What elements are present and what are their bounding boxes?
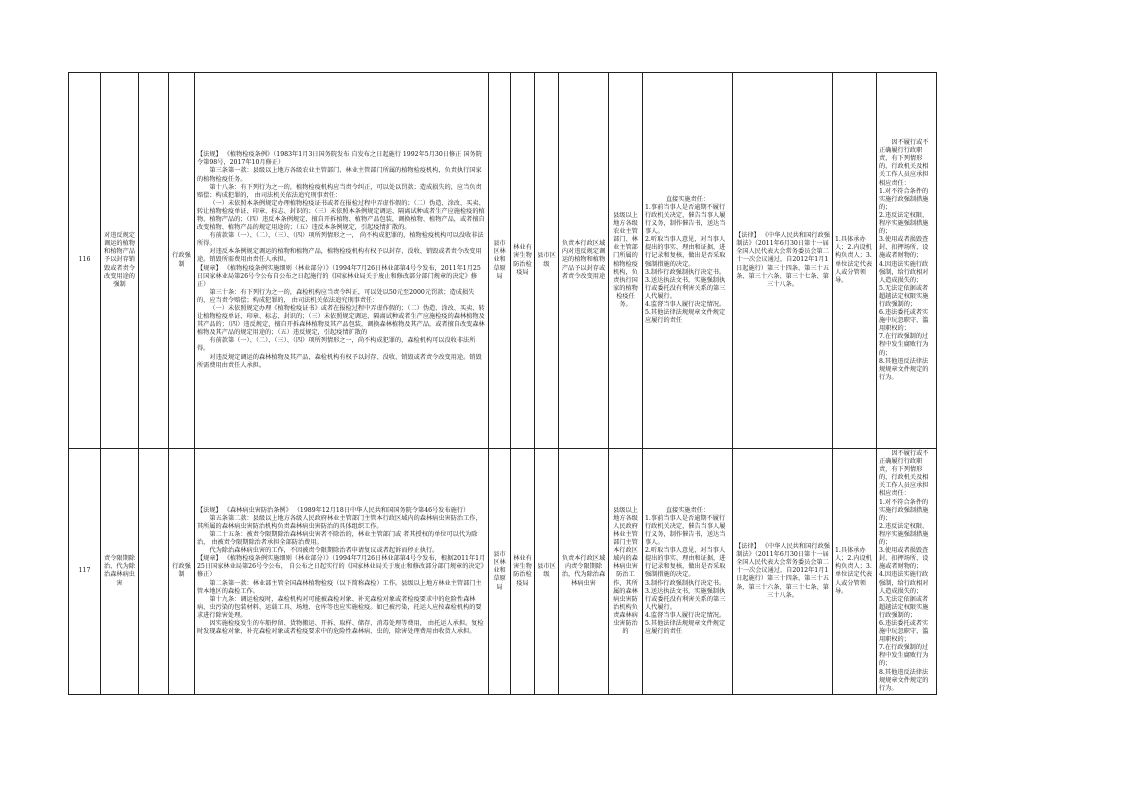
- duty-legal-basis: 【法律】 《中华人民共和国行政强制法》（2011年6月30日第十一届全国人民代表大会常务委员会第二十一次会议通过，自2012年1月1日起施行）第三十四条、第三十五条、第三十六条、第三十七条、第三十八条。: [733, 449, 833, 695]
- implementing-agency: 县市区林业和草原局: [489, 449, 511, 695]
- penalty-line: 7.在行政强制的过程中发生腐败行为的；: [879, 644, 929, 668]
- item-sub-name: [139, 449, 169, 695]
- item-number: 116: [69, 73, 101, 449]
- penalty-line: 8.其他违反法律法规规章文件规定的行为。: [879, 668, 929, 692]
- responsibility-stages: [643, 449, 733, 695]
- accountability-conditions: [877, 73, 937, 449]
- internal-department: 林业有害生物防治检疫局: [511, 73, 535, 449]
- stages-line: 直接实施责任：: [665, 506, 710, 514]
- accountable-persons: 1.具体承办人；2.内设机构负责人；3.单位法定代表人或分管领导。: [833, 73, 877, 449]
- basis-line: 第三十条：有下列行为之一的，森检机构应当责令纠正，可以处以50元至2000元罚款；造成损失的，应当责令赔偿；构成犯罪的， 由司法机关依法追究刑事责任：: [197, 288, 475, 304]
- basis-line: （一）未依照规定办理《植物检疫证书》或者在报检过程中弄虚作假的；（二）伪造、涂改、买卖、转让植物检疫单证、印章、标志、封识的；（三）未依照规定调运、隔离试种或者生产应施检疫的森林植物及其产品的；（四）违反规定，擅自开拆森林植物及其产品包装，调换森林植物及其产品，或者擅自改变森林植物及其产品的规定用途的；（五）违反规定，引起疫情扩散的: [197, 305, 485, 337]
- legal-basis: [195, 73, 489, 449]
- basis-line: 【规章】 《植物检疫条例实施细则（林业部分）》（1994年7月26日林业部第4号令发布，2011年1月25日国家林业局第26号令公布自公布之日起施行的《国家林业局关于废止和修改部分部门规章的决定》修正）: [197, 264, 481, 288]
- table-row: [69, 449, 937, 695]
- penalty-line: 7.在行政强制的过程中发生腐败行为的；: [879, 333, 929, 357]
- penalty-line: 5.无法定依据或者超越法定权限实施行政强制的；: [879, 595, 929, 619]
- basis-line: 对违反本条例规定调运的植物和植物产品，植物检疫机构有权予以封存、没收、销毁或者责令改变用途。销毁所需费用由责任人承担。: [197, 248, 482, 264]
- stages-line: 2.听取当事人意见，对当事人提出的事实、理由和证据，进行记录和复核，做出是否采取强制措施的决定。: [645, 236, 726, 268]
- basis-line: 有前款第（一）、（二）、（三）、（四）项所列情形之一， 尚不构成犯罪的，植物检疫机构可以没收非法所得。: [197, 232, 484, 248]
- scope-of-responsibility: 负责本行政区域内对违反规定调运的植物和植物产品予以封存或者责令改变用途: [559, 73, 609, 449]
- penalty-line: 8.其他违反法律法规规章文件规定的行为。: [879, 357, 929, 381]
- penalty-line: 3.使用或者损毁查封、扣押场所、设施或者财物的；: [879, 547, 929, 571]
- basis-line: 【规章】 《植物检疫条例实施细则（林业部分）》（1994年7月26日林业部第4号令发布，根据2011年1月25日国家林业局第26号令公布， 自公布之日起实行的《国家林业局关于废止和修改部分部门规章的决定》修正）: [197, 555, 486, 579]
- stages-line: 2.听取当事人意见，对当事人提出的事实、理由和证据，进行记录和复核，做出是否采取强制措施的决定。: [645, 547, 726, 579]
- basis-line: 【法规】 《植物检疫条例》（1983年1月3日国务院发布 自发布之日起施行 1992年5月30日修正 国务院令第98号，2017年10月修正）: [197, 151, 482, 167]
- item-name: 对违反规定调运的植物和植物产品予以封存销毁或者责令改变用途的强制: [101, 73, 139, 449]
- penalty-line: 6.违法委托或者实施中玩忽职守、滥用职权的；: [879, 619, 929, 644]
- penalty-line: 因不履行或不正确履行行政职责，有下列情形的，行政机关及相关工作人员应承担相应责任：: [879, 450, 929, 498]
- stages-line: 3.制作行政强制执行决定书。: [645, 579, 726, 587]
- basis-line: 对违反规定调运的森林植物及其产品，森检机构有权予以封存、没收、销毁或者责令改变用途。销毁所需费用由责任人承担。: [197, 353, 482, 369]
- legal-basis: [195, 449, 489, 695]
- stages-line: 5.其他法律法规规章文件规定应履行的责任: [645, 309, 726, 325]
- stages-line: 3.制作行政强制执行决定书。: [645, 268, 726, 276]
- item-category: 行政强制: [169, 73, 195, 449]
- basis-line: 第五条第二款：县级以上地方各级人民政府林业主管部门主管本行政区域内的森林病虫害防治工作，其所属的森林病虫害防治机构负责森林病虫害防治的具体组织工作。: [197, 514, 482, 530]
- stages-line: 4.监督当事人履行决定情况。: [645, 300, 726, 308]
- penalty-line: 1.对不符合条件的实施行政强制措施的；: [879, 498, 929, 522]
- entity-duty: 县级以上地方各级农业主管部门、林业主管部门所属的植物检疫机构，负责执行国家的植物检疫任务。: [609, 73, 643, 449]
- responsibility-stages: [643, 73, 733, 449]
- basis-line: 第二十五条：被责令限期除治森林病虫害者不除治的，林业主管部门或 者其授权的单位可以代为除治， 由被责令限期除治者承担全部防治费用。: [197, 530, 478, 547]
- stages-line: 1.事前当事人是否逾期不履行行政机关决定，催告当事人履行义务，制作催告书，送达当事人。: [645, 514, 726, 547]
- penalty-line: 2.违反法定权限、程序实施强制措施的；: [879, 522, 929, 547]
- basis-line: 第二条第一款：林业部主管全国森林植物检疫（以下简称森检）工作。县级以上地方林业主管部门主管本地区的森检工作。: [197, 579, 482, 595]
- entity-duty: 县级以上地方各级人民政府林业主管部门主管本行政区域内的森林病虫害防治工作，其所属的森林病虫害防治机构负责森林病虫害防治的: [609, 449, 643, 695]
- item-name: 责令限期除治、代为除治森林病虫害: [101, 449, 139, 695]
- penalty-line: 3.使用或者损毁查封、扣押场所、设施或者财物的；: [879, 236, 929, 260]
- item-category: 行政强制: [169, 449, 195, 695]
- stages-line: 3.送达执法文书，实施强制执行或委托没有利害关系的第三人代履行。: [645, 587, 726, 611]
- accountable-persons: 1.具体承办人；2.内设机构负责人；3.单位法定代表人或分管领导。: [833, 449, 877, 695]
- administrative-level: 县市区级: [535, 449, 559, 695]
- table-row: [69, 73, 937, 449]
- basis-line: 有前款第（一）、（二）、（三）、（四）项所列情形之一，尚不构成犯罪的，森检机构可以没收非法所得。: [197, 337, 476, 353]
- basis-line: 第十八条：有下列行为之一的，植物检疫机构应当责令纠正，可以处以罚款；造成损失的，应当负责赔偿；构成犯罪的， 由司法机关依法追究刑事责任：: [197, 183, 482, 199]
- penalty-line: 5.无法定依据或者超越法定权限实施行政强制的；: [879, 284, 929, 308]
- duty-legal-basis: 【法律】 《中华人民共和国行政强制法》（2011年6月30日第十一届全国人民代表大会常务委员会第二十一次会议通过，自2012年1月1日起施行）第三十四条、第三十五条、第三十六条、第三十七条、第三十八条。: [733, 73, 833, 449]
- internal-department: 林业有害生物防治检疫局: [511, 449, 535, 695]
- penalty-line: 4.因违法实施行政强制，给行政相对人造成损失的；: [879, 571, 929, 595]
- power-list-table: [68, 72, 937, 695]
- basis-line: 第三条第一款：县级以上地方各级农业主管部门、林业主管部门所属的植物检疫机构，负责执行国家的植物检疫任务。: [197, 167, 482, 183]
- basis-line: 第十九条：调运检疫时，森检机构对可能被森检对象、补充森检对象或者检疫要求中的危险性森林病、虫污染的包装材料、运载工具、场地、仓库等也应实施检疫。如已被污染，托运人应按森检机构的要求进行除害处理。: [197, 595, 482, 619]
- stages-line: 1.事前当事人是否逾期不履行行政机关决定，催告当事人履行义务，制作催告书，送达当事人。: [645, 203, 726, 236]
- penalty-line: 2.违反法定权限、程序实施强制措施的；: [879, 211, 929, 236]
- item-sub-name: [139, 73, 169, 449]
- administrative-level: 县市区级: [535, 73, 559, 449]
- scope-of-responsibility: 负责本行政区域内责令限期除治，代为除治森林病虫害: [559, 449, 609, 695]
- implementing-agency: 县市区林业和草原局: [489, 73, 511, 449]
- stages-line: 直接实施责任：: [665, 195, 710, 203]
- penalty-line: 6.违法委托或者实施中玩忽职守、滥用职权的；: [879, 309, 929, 333]
- item-number: 117: [69, 449, 101, 695]
- penalty-line: 1.对不符合条件的实施行政强制措施的；: [879, 187, 929, 211]
- basis-line: 因实施检疫发生的车船停留、货物搬运、开拆、取样、储存、消毒处理等费用， 由托运人承担。复检时发现森检对象、补充森检对象或者检疫要求中的危险性森林病、虫的，除害处理费用由收货人承担。: [197, 619, 484, 636]
- stages-line: 4.监督当事人履行决定情况。: [645, 611, 726, 619]
- stages-line: 3.送达执法文书，实施强制执行或委托没有利害关系的第三人代履行。: [645, 276, 726, 300]
- basis-line: （一）未依照本条例规定办理植物检疫证书或者在报检过程中弄虚作假的；（二）伪造、涂改、买卖、转让植物检疫单证、印章、标志、封识的；（三）未依照本条例规定调运、隔离试种或者生产应施检疫的植物、植物产品的；（四）违反本条例规定，擅自开拆植物、植物产品包装，调换植物、植物产品，或者擅自改变植物、植物产品的规定用途的；（五）违反本条例规定，引起疫情扩散的。: [197, 199, 485, 232]
- basis-line: 【法规】 《森林病虫害防治条例》 （1989年12月18日中华人民共和国国务院令第46号发布施行）: [197, 506, 470, 514]
- stages-line: 5.其他法律法规规章文件规定应履行的责任: [645, 619, 726, 636]
- basis-line: 代为除治森林病虫害的工作，不因被责令限期除治者申请复议或者起诉而停止执行。: [209, 547, 439, 555]
- accountability-conditions: [877, 449, 937, 695]
- penalty-line: 4.因违法实施行政强制，给行政相对人造成损失的；: [879, 260, 929, 284]
- penalty-line: 因不履行或不正确履行行政职责，有下列情形的，行政机关及相关工作人员应承担相应责任：: [879, 139, 929, 187]
